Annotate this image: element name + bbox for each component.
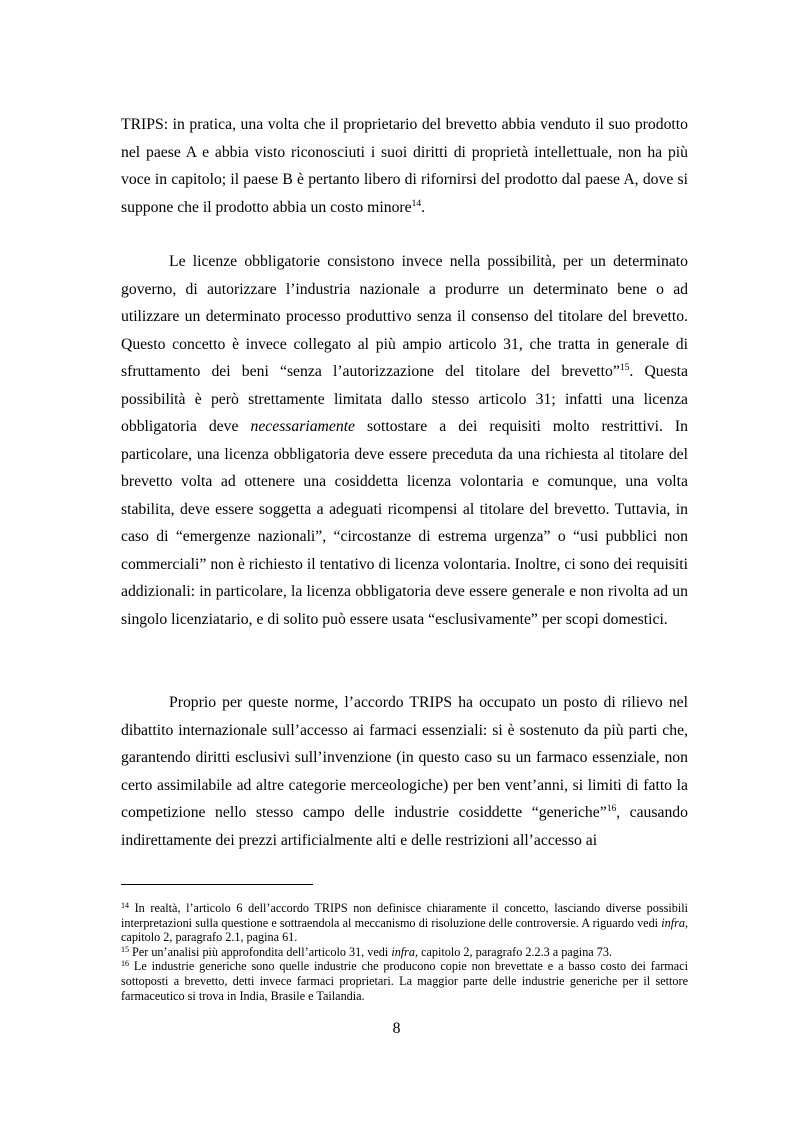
paragraph-text-segment: . [421,198,426,216]
footnote-reference-14[interactable]: 14 [411,198,422,209]
footnote-text: , capitolo 2, paragrafo 2.1, pagina 61. [121,915,688,945]
footnote-text: Le industrie generiche sono quelle industrie che producono copie non brevettate e a basso costo dei farmaci sottoposti a brevetto, detti invece farmaci proprietari. La maggior parte delle industrie generiche per il settore farmaceutico si trova in India, Brasile e Tailandia. [121,959,688,1003]
body-paragraph-1 [121,111,688,221]
footnote-text: Per un’analisi più approfondita dell’articolo 31, vedi [129,944,392,959]
paragraph-text-segment: . Questa possibilità è però strettamente limitata dallo stesso articolo 31; infatti una licenza obbligatoria deve [121,363,689,435]
paragraph-text-segment: Le licenze obbligatorie consistono invece nella possibilità, per un determinato governo, di autorizzare l’industria nazionale a produrre un determinato bene o ad utilizzare un determinato processo produttivo senza il consenso del titolare del brevetto. Questo concetto è invece collegato al più ampio articolo 31, che tratta in generale di sfruttamento dei beni “senza l’autorizzazione del titolare del brevetto” [121,253,688,380]
footnote-15 [121,945,688,960]
footnote-text: In realtà, l’articolo 6 dell’accordo TRIPS non definisce chiaramente il concetto, lasciando diverse possibili interpretazioni sulla questione e sottraendola al meccanismo di risoluzione delle controversie. A riguardo vedi [121,901,688,930]
footnote-emphasis: infra [391,944,416,959]
paragraph-text-segment: sottostare a dei requisiti molto restrittivi. In particolare, una licenza obbligatoria deve essere preceduta da una richiesta al titolare del brevetto volta ad ottenere una cosiddetta licenza volontaria e comunque, una volta stabilita, deve essere soggetta a adeguati ricompensi al titolare del brevetto. Tuttavia, in caso di “emergenze nazionali”, “circostanze di estrema urgenza” o “usi pubblici non commerciali” non è richiesto il tentativo di licenza volontaria. Inoltre, ci sono dei requisiti addizionali: in particolare, la licenza obbligatoria deve essere generale e non rivolta ad un singolo licenziatario, e di solito può essere usata “esclusivamente” per scopi domestici. [121,418,688,628]
body-paragraph-3 [121,689,688,854]
paragraph-text-segment: TRIPS: in pratica, una volta che il proprietario del brevetto abbia venduto il suo prodotto nel paese A e abbia visto riconosciuti i suoi diritti di proprietà intellettuale, non ha più voce in capitolo; il paese B è pertanto libero di rifornirsi del prodotto dal paese A, dove si suppone che il prodotto abbia un costo minore [121,116,688,216]
body-paragraph-2 [121,248,688,633]
paragraph-text-segment: Proprio per queste norme, l’accordo TRIPS ha occupato un posto di rilievo nel dibattito internazionale sull’accesso ai farmaci essenziali: si è sostenuto da più parti che, garantendo diritti esclusivi sull’invenzione (in questo caso su un farmaco essenziale, non certo assimilabile ad altre categorie merceologiche) per ben vent’anni, si limiti di fatto la competizione nello stesso campo delle industrie cosiddette “generiche” [121,694,688,821]
footnote-emphasis: infra [661,915,685,930]
emphasized-word: necessariamente [250,418,356,435]
footnote-16 [121,959,688,1003]
paragraph-text [121,111,688,221]
footnote-number: 16 [121,959,129,969]
paragraph-text [121,689,688,854]
footnote-text: , capitolo 2, paragrafo 2.2.3 a pagina 73. [415,944,612,959]
footnote-number: 14 [121,901,129,910]
footnote-reference-16[interactable]: 16 [606,804,617,814]
page-number: 8 [392,1020,401,1037]
paragraph-text [121,248,688,633]
footnote-14 [121,901,688,945]
footnote-number: 15 [121,944,129,954]
footnote-reference-15[interactable]: 15 [619,363,630,373]
footnotes [121,901,688,1003]
paragraph-text-segment: , causando indirettamente dei prezzi artificialmente alti e delle restrizioni all’accesso ai [121,804,688,849]
footnote-separator [121,884,313,885]
